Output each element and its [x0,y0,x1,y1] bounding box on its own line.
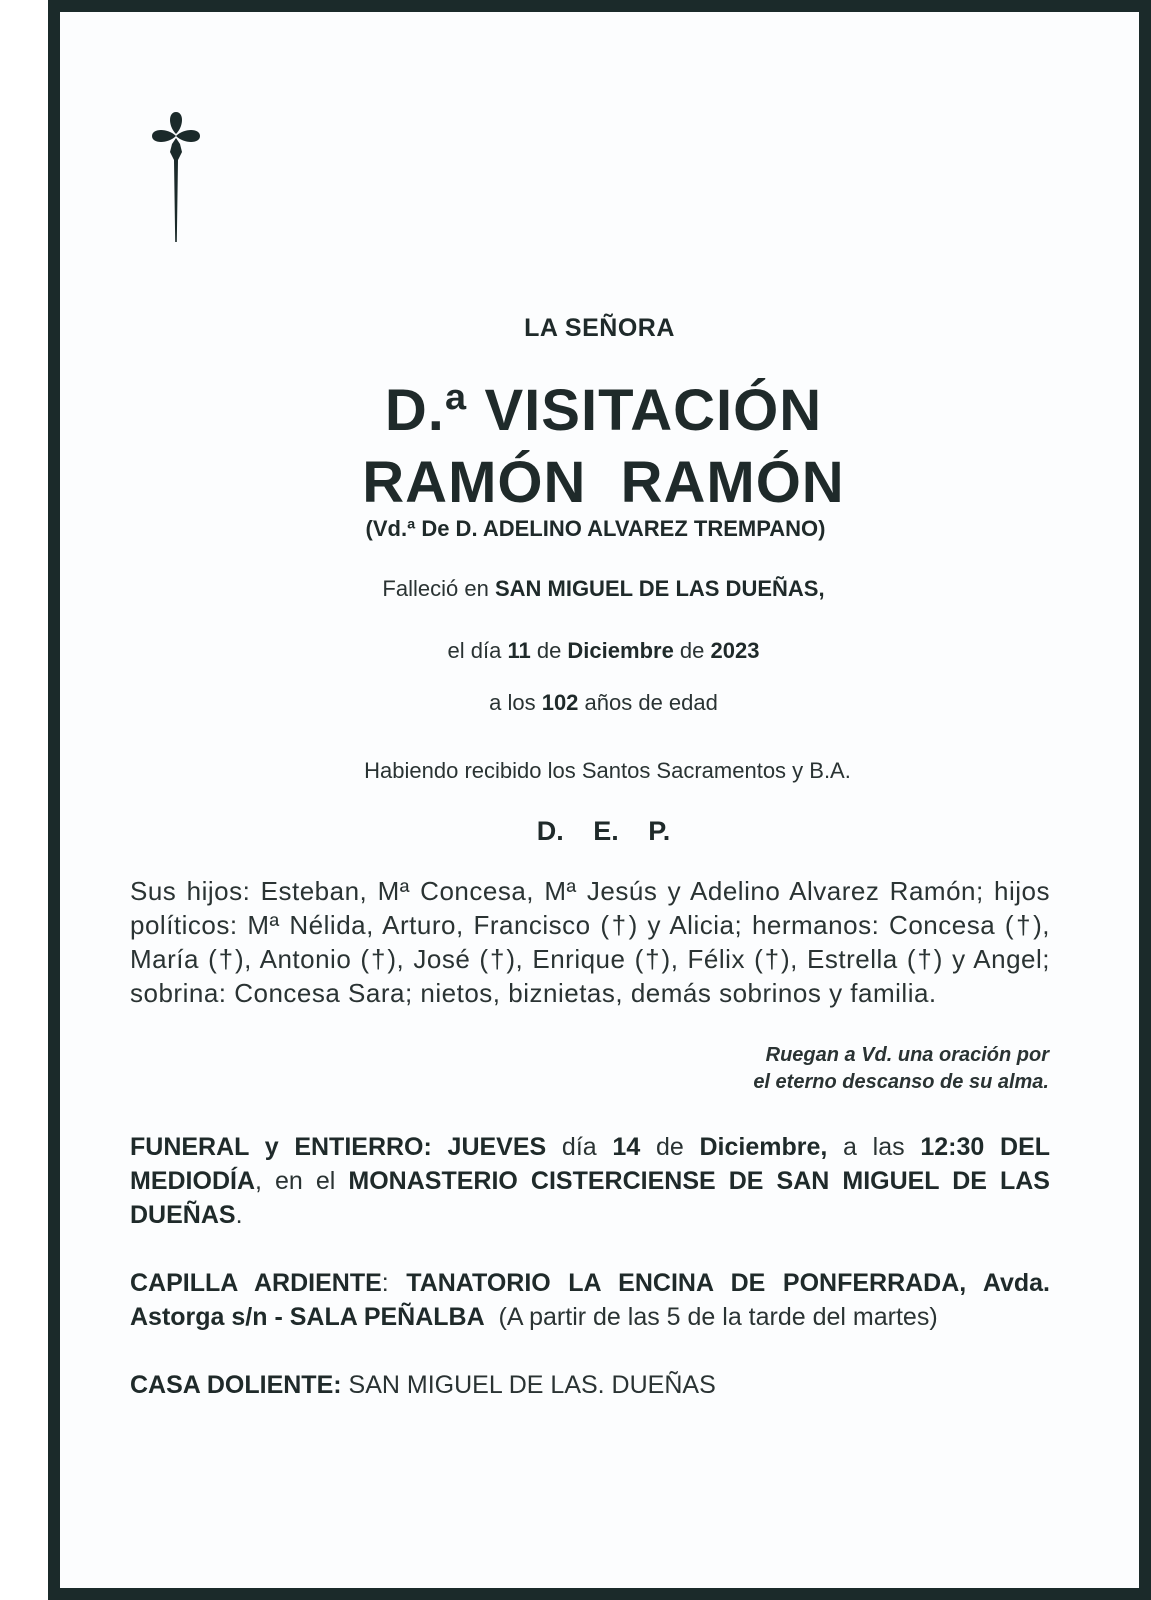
mourning-border-frame [48,0,1151,1600]
funeral-day: 14 [612,1133,641,1161]
family-paragraph: Sus hijos: Esteban, Mª Concesa, Mª Jesús y Adelino Alvarez Ramón; hijos políticos: Mª Nélida, Arturo, Francisco (†) y Alicia; hermanos: Concesa (†), María (†), Antonio (†), José (†), Enrique (†), Félix (†), Estrella (†) y Angel; sobrina: Concesa Sara; nietos, biznietas, demás sobrinos y familia. [130,876,1050,1008]
age-text: a los [489,690,542,715]
age-text: años de edad [578,690,718,715]
chapel-details [130,1266,1050,1334]
funeral-place: MONASTERIO CISTERCIENSE DE SAN MIGUEL DE LAS DUEÑAS [130,1167,1050,1229]
prayer-request [753,1042,1049,1096]
sacraments-line: Habiendo recibido los Santos Sacramentos y B.A. [364,758,851,783]
death-date-line [64,638,1143,664]
death-place-line [64,576,1143,602]
date-text: de [673,638,711,663]
age-line [64,690,1143,716]
funeral-text: de [640,1133,700,1161]
date-text: el día [447,638,508,663]
santiago-cross-icon [146,98,206,246]
funeral-text: día [546,1133,613,1161]
chapel-note: (A partir de las 5 de la tarde del martes) [484,1303,938,1331]
mourning-house [130,1368,1050,1402]
age-years: 102 [541,690,579,715]
deceased-name-first: D.ª VISITACIÓN [384,378,823,443]
date-text: de [530,638,568,663]
funeral-details [130,1130,1050,1232]
house-value: SAN MIGUEL DE LAS. DUEÑAS [341,1371,716,1399]
funeral-label: FUNERAL y ENTIERRO: [130,1133,432,1161]
obituary-page [60,12,1139,1588]
funeral-text: a las [827,1133,921,1161]
house-label: CASA DOLIENTE: [130,1371,342,1399]
funeral-weekday: JUEVES [431,1133,547,1161]
death-year: 2023 [710,638,760,663]
funeral-text: . [235,1201,243,1229]
chapel-label: CAPILLA ARDIENTE [130,1269,382,1297]
deceased-name-surnames: RAMÓN RAMÓN [362,450,845,515]
funeral-text: , en el [255,1167,349,1195]
chapel-text: : [381,1269,407,1297]
funeral-time: 12:30 DEL MEDIODÍA [130,1133,1051,1195]
death-month: Diciembre [567,638,674,663]
funeral-month: Diciembre, [699,1133,828,1161]
death-place: SAN MIGUEL DE LAS DUEÑAS, [494,576,825,601]
death-day: 11 [507,638,531,663]
chapel-place: TANATORIO LA ENCINA DE PONFERRADA, Avda. Astorga s/n - SALA PEÑALBA [130,1269,1050,1331]
death-place-prefix: Falleció en [382,576,495,601]
prayer-line-2: el eterno descanso de su alma. [753,1071,1049,1093]
rip-abbreviation: D. E. P. [536,816,671,846]
widow-of-line: (Vd.ª De D. ADELINO ALVAREZ TREMPANO) [365,516,826,541]
prayer-line-1: Ruegan a Vd. una oración por [765,1044,1049,1066]
honorific-label: LA SEÑORA [524,314,675,342]
